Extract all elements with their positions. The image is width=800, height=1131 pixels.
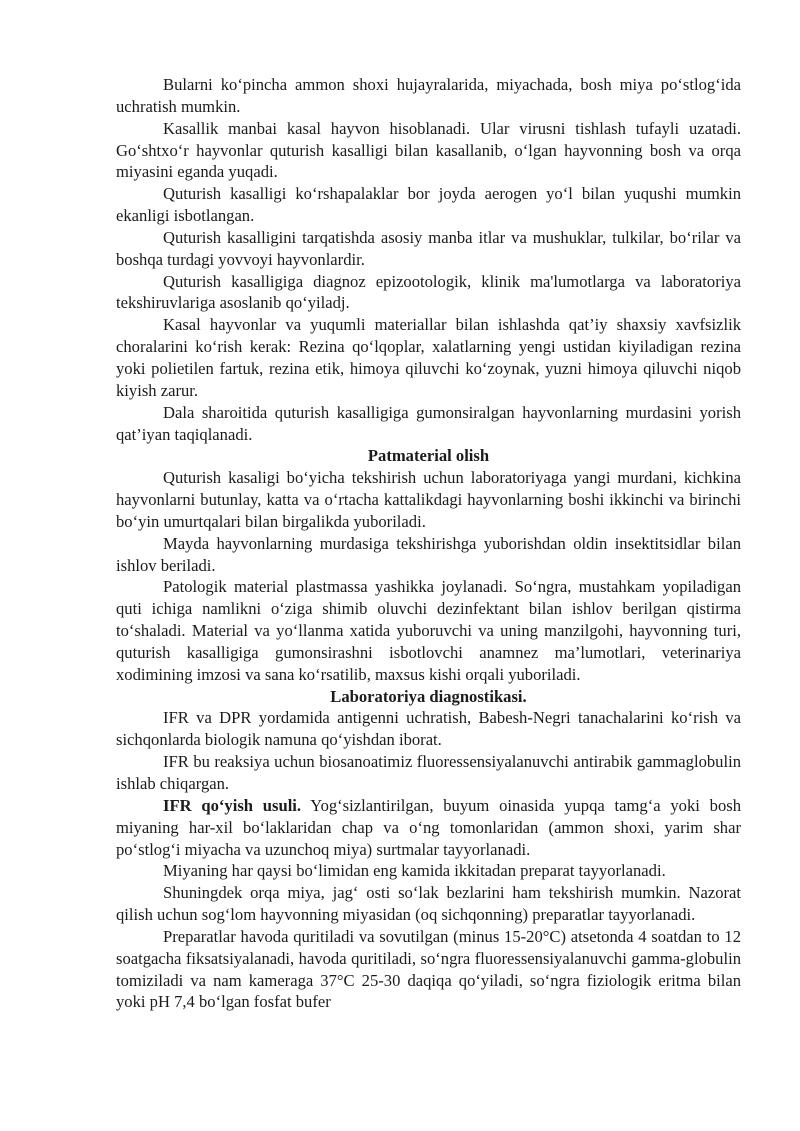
section-heading-laboratory: Laboratoriya diagnostikasi. (330, 686, 527, 706)
paragraph: Miyaning har qaysi bo‘limidan eng kamida ikkitadan preparat tayyorlanadi. (163, 861, 666, 881)
paragraph: IFR bu reaksiya uchun biosanoatimiz fluoressensiyalanuvchi antirabik gammaglobulin ishlab chiqargan. (116, 752, 741, 793)
paragraph: Kasallik manbai kasal hayvon hisoblanadi. Ular virusni tishlash tufayli uzatadi. Go‘shtxo‘r hayvonlar quturish kasalligi bilan kasallanib, o‘lgan hayvonning bosh va orqa miyasini eganda yuqadi. (116, 118, 741, 182)
paragraph: Quturish kasalligi ko‘rshapalaklar bor joyda aerogen yo‘l bilan yuqushi mumkin ekanligi isbotlangan. (116, 184, 741, 226)
paragraph: Kasal hayvonlar va yuqumli materiallar bilan ishlashda qat’iy shaxsiy xavfsizlik choralarini ko‘rish kerak: Rezina qo‘lqoplar, xalatlarning yengi ustidan kiyiladigan rezina yoki polietilen fartuk, rezina etik, himoya qiluvchi ko‘zoynak, yuzni himoya qiluvchi niqob kiyish zarur. (116, 315, 741, 400)
method-text: Yog‘sizlantirilgan, buyum oinasida yupqa tamg‘a yoki bosh miyaning har-xil bo‘laklaridan chap va o‘ng tomonlaridan (ammon shoxi, yarim shar po‘stlog‘i miyacha va uzunchoq miya) surtmalar tayyorlanadi. (116, 795, 741, 859)
paragraph: Quturish kasalligini tarqatishda asosiy manba itlar va mushuklar, tulkilar, bo‘rilar va boshqa turdagi yovvoyi hayvonlardir. (116, 227, 741, 269)
document-page (116, 74, 741, 1013)
section-heading-patmaterial: Patmaterial olish (367, 446, 490, 466)
paragraph: Bularni ko‘pincha ammon shoxi hujayralarida, miyachada, bosh miya po‘stlog‘ida uchratish mumkin. (116, 75, 741, 116)
paragraph: Quturish kasalligiga diagnoz epizootologik, klinik ma'lumotlarga va laboratoriya tekshiruvlariga asoslanib qo‘yiladj. (116, 271, 741, 313)
paragraph: Preparatlar havoda quritiladi va sovutilgan (minus 15-20°C) atsetonda 4 soatdan to 12 soatgacha fiksatsiyalanadi, havoda quritiladi, so‘ngra fluoressensiyalanuvchi gamma-globulin tomiziladi va nam kameraga 37°C 25-30 daqiqa qo‘yiladi, so‘ngra fiziologik eritma bilan yoki pH 7,4 bo‘lgan fosfat bufer (116, 926, 741, 1012)
method-lead: IFR qo‘yish usuli. (163, 795, 302, 815)
paragraph: IFR va DPR yordamida antigenni uchratish, Babesh-Negri tanachalarini ko‘rish va sichqonlarda biologik namuna qo‘yishdan iborat. (116, 708, 741, 750)
paragraph: Quturish kasaligi bo‘yicha tekshirish uchun laboratoriyaga yangi murdani, kichkina hayvonlarni butunlay, katta va o‘rtacha kattalikdagi hayvonlarning boshi ikkinchi va birinchi bo‘yin umurtqalari bilan birgalikda yuboriladi. (116, 468, 741, 531)
method-paragraph (116, 795, 741, 861)
paragraph: Shuningdek orqa miya, jag‘ osti so‘lak bezlarini ham tekshirish mumkin. Nazorat qilish uchun sog‘lom hayvonning miyasidan (oq sichqonning) preparatlar tayyorlanadi. (116, 883, 741, 925)
paragraph: Dala sharoitida quturish kasalligiga gumonsiralgan hayvonlarning murdasini yorish qat’iyan taqiqlanadi. (116, 402, 741, 444)
paragraph: Patologik material plastmassa yashikka joylanadi. So‘ngra, mustahkam yopiladigan quti ichiga namlikni o‘ziga shimib oluvchi dezinfektant bilan ishlov berilgan qistirma to‘shaladi. Material va yo‘llanma xatida yuboruvchi va uning manzilgohi, hayvonning turi, quturish kasalligiga gumonsirashni isbotlovchi anamnez ma’lumotlari, veterinariya xodimining imzosi va sana ko‘rsatilib, maxsus kishi orqali yuboriladi. (116, 577, 741, 684)
paragraph: Mayda hayvonlarning murdasiga tekshirishga yuborishdan oldin insektitsidlar bilan ishlov beriladi. (116, 533, 741, 575)
